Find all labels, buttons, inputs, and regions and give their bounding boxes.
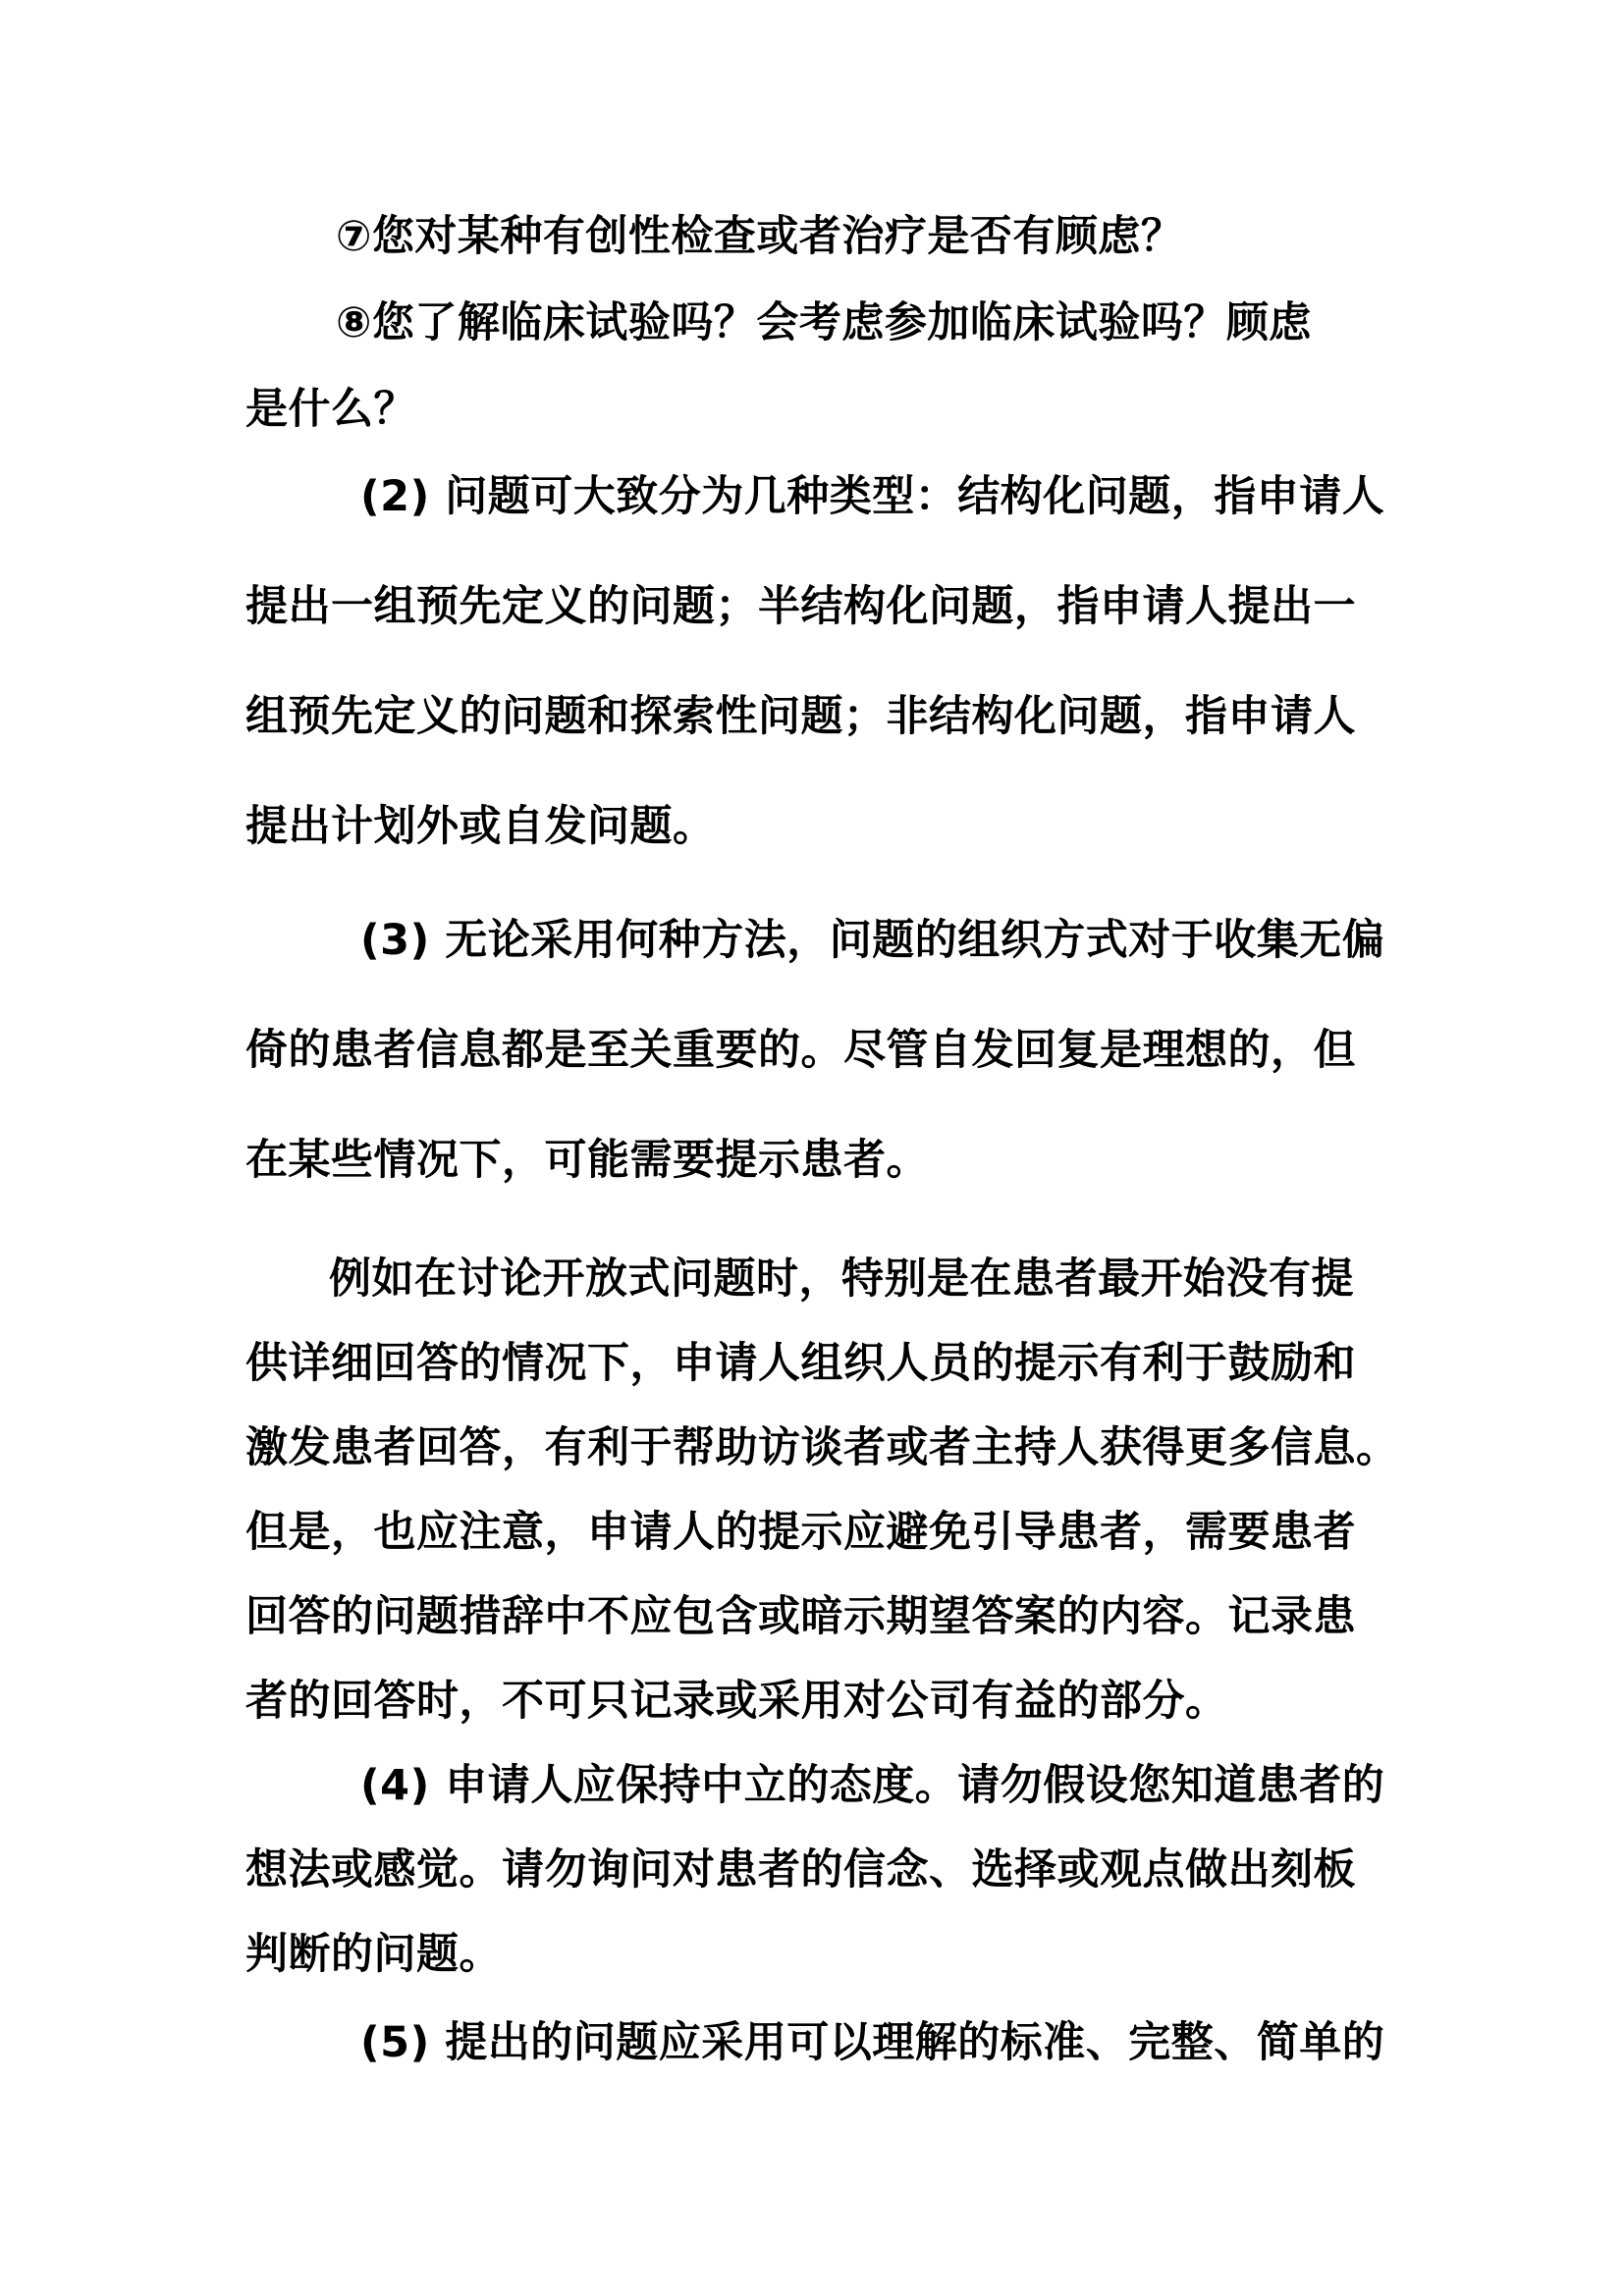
text-line: 提出一组预先定义的问题；半结构化问题，指申请人提出一 <box>245 582 1356 631</box>
text-line: 但是，也应注意，申请人的提示应避免引导患者，需要患者 <box>245 1508 1356 1557</box>
text-line: 判断的问题。 <box>245 1930 502 1979</box>
text-line: ⑦您对某种有创性检查或者治疗是否有顾虑？ <box>336 212 1184 261</box>
paragraph-question-7 <box>245 193 1404 280</box>
text-line: 组预先定义的问题和探索性问题；非结构化问题，指申请人 <box>245 692 1356 741</box>
text-line: 在某些情况下，可能需要提示患者。 <box>245 1136 929 1185</box>
text-line: 供详细回答的情况下，申请人组织人员的提示有利于鼓励和 <box>245 1339 1356 1388</box>
text-line: 想法或感觉。请勿询问对患者的信念、选择或观点做出刻板 <box>245 1845 1356 1895</box>
paragraph-item-2 <box>245 442 1404 881</box>
text-line: ⑧您了解临床试验吗？会考虑参加临床试验吗？顾虑 <box>336 298 1312 347</box>
text-line: 是什么？ <box>245 385 416 434</box>
text-line: 者的回答时，不可只记录或采用对公司有益的部分。 <box>245 1677 1228 1726</box>
text-line: 激发患者回答，有利于帮助访谈者或者主持人获得更多信息。 <box>245 1423 1399 1472</box>
paragraph-example <box>245 1237 1404 1743</box>
text-line: 倚的患者信息都是至关重要的。尽管自发回复是理想的，但 <box>245 1026 1356 1075</box>
paragraph-item-3 <box>245 885 1404 1215</box>
text-line: 例如在讨论开放式问题时，特别是在患者最开始没有提 <box>329 1255 1354 1304</box>
text-line: 提出计划外或自发问题。 <box>245 802 716 851</box>
text-line: (2) 问题可大致分为几种类型：结构化问题，指申请人 <box>360 472 1385 521</box>
document-text-block <box>245 193 1404 2085</box>
text-line: 回答的问题措辞中不应包含或暗示期望答案的内容。记录患 <box>245 1592 1356 1641</box>
text-line: (5) 提出的问题应采用可以理解的标准、完整、简单的 <box>360 2018 1385 2067</box>
text-line: (4) 申请人应保持中立的态度。请勿假设您知道患者的 <box>360 1761 1385 1810</box>
paragraph-item-4 <box>245 1743 1404 1997</box>
text-line: (3) 无论采用何种方法，问题的组织方式对于收集无偏 <box>360 916 1385 965</box>
paragraph-question-8 <box>245 280 1404 453</box>
paragraph-item-5 <box>245 2001 1404 2085</box>
